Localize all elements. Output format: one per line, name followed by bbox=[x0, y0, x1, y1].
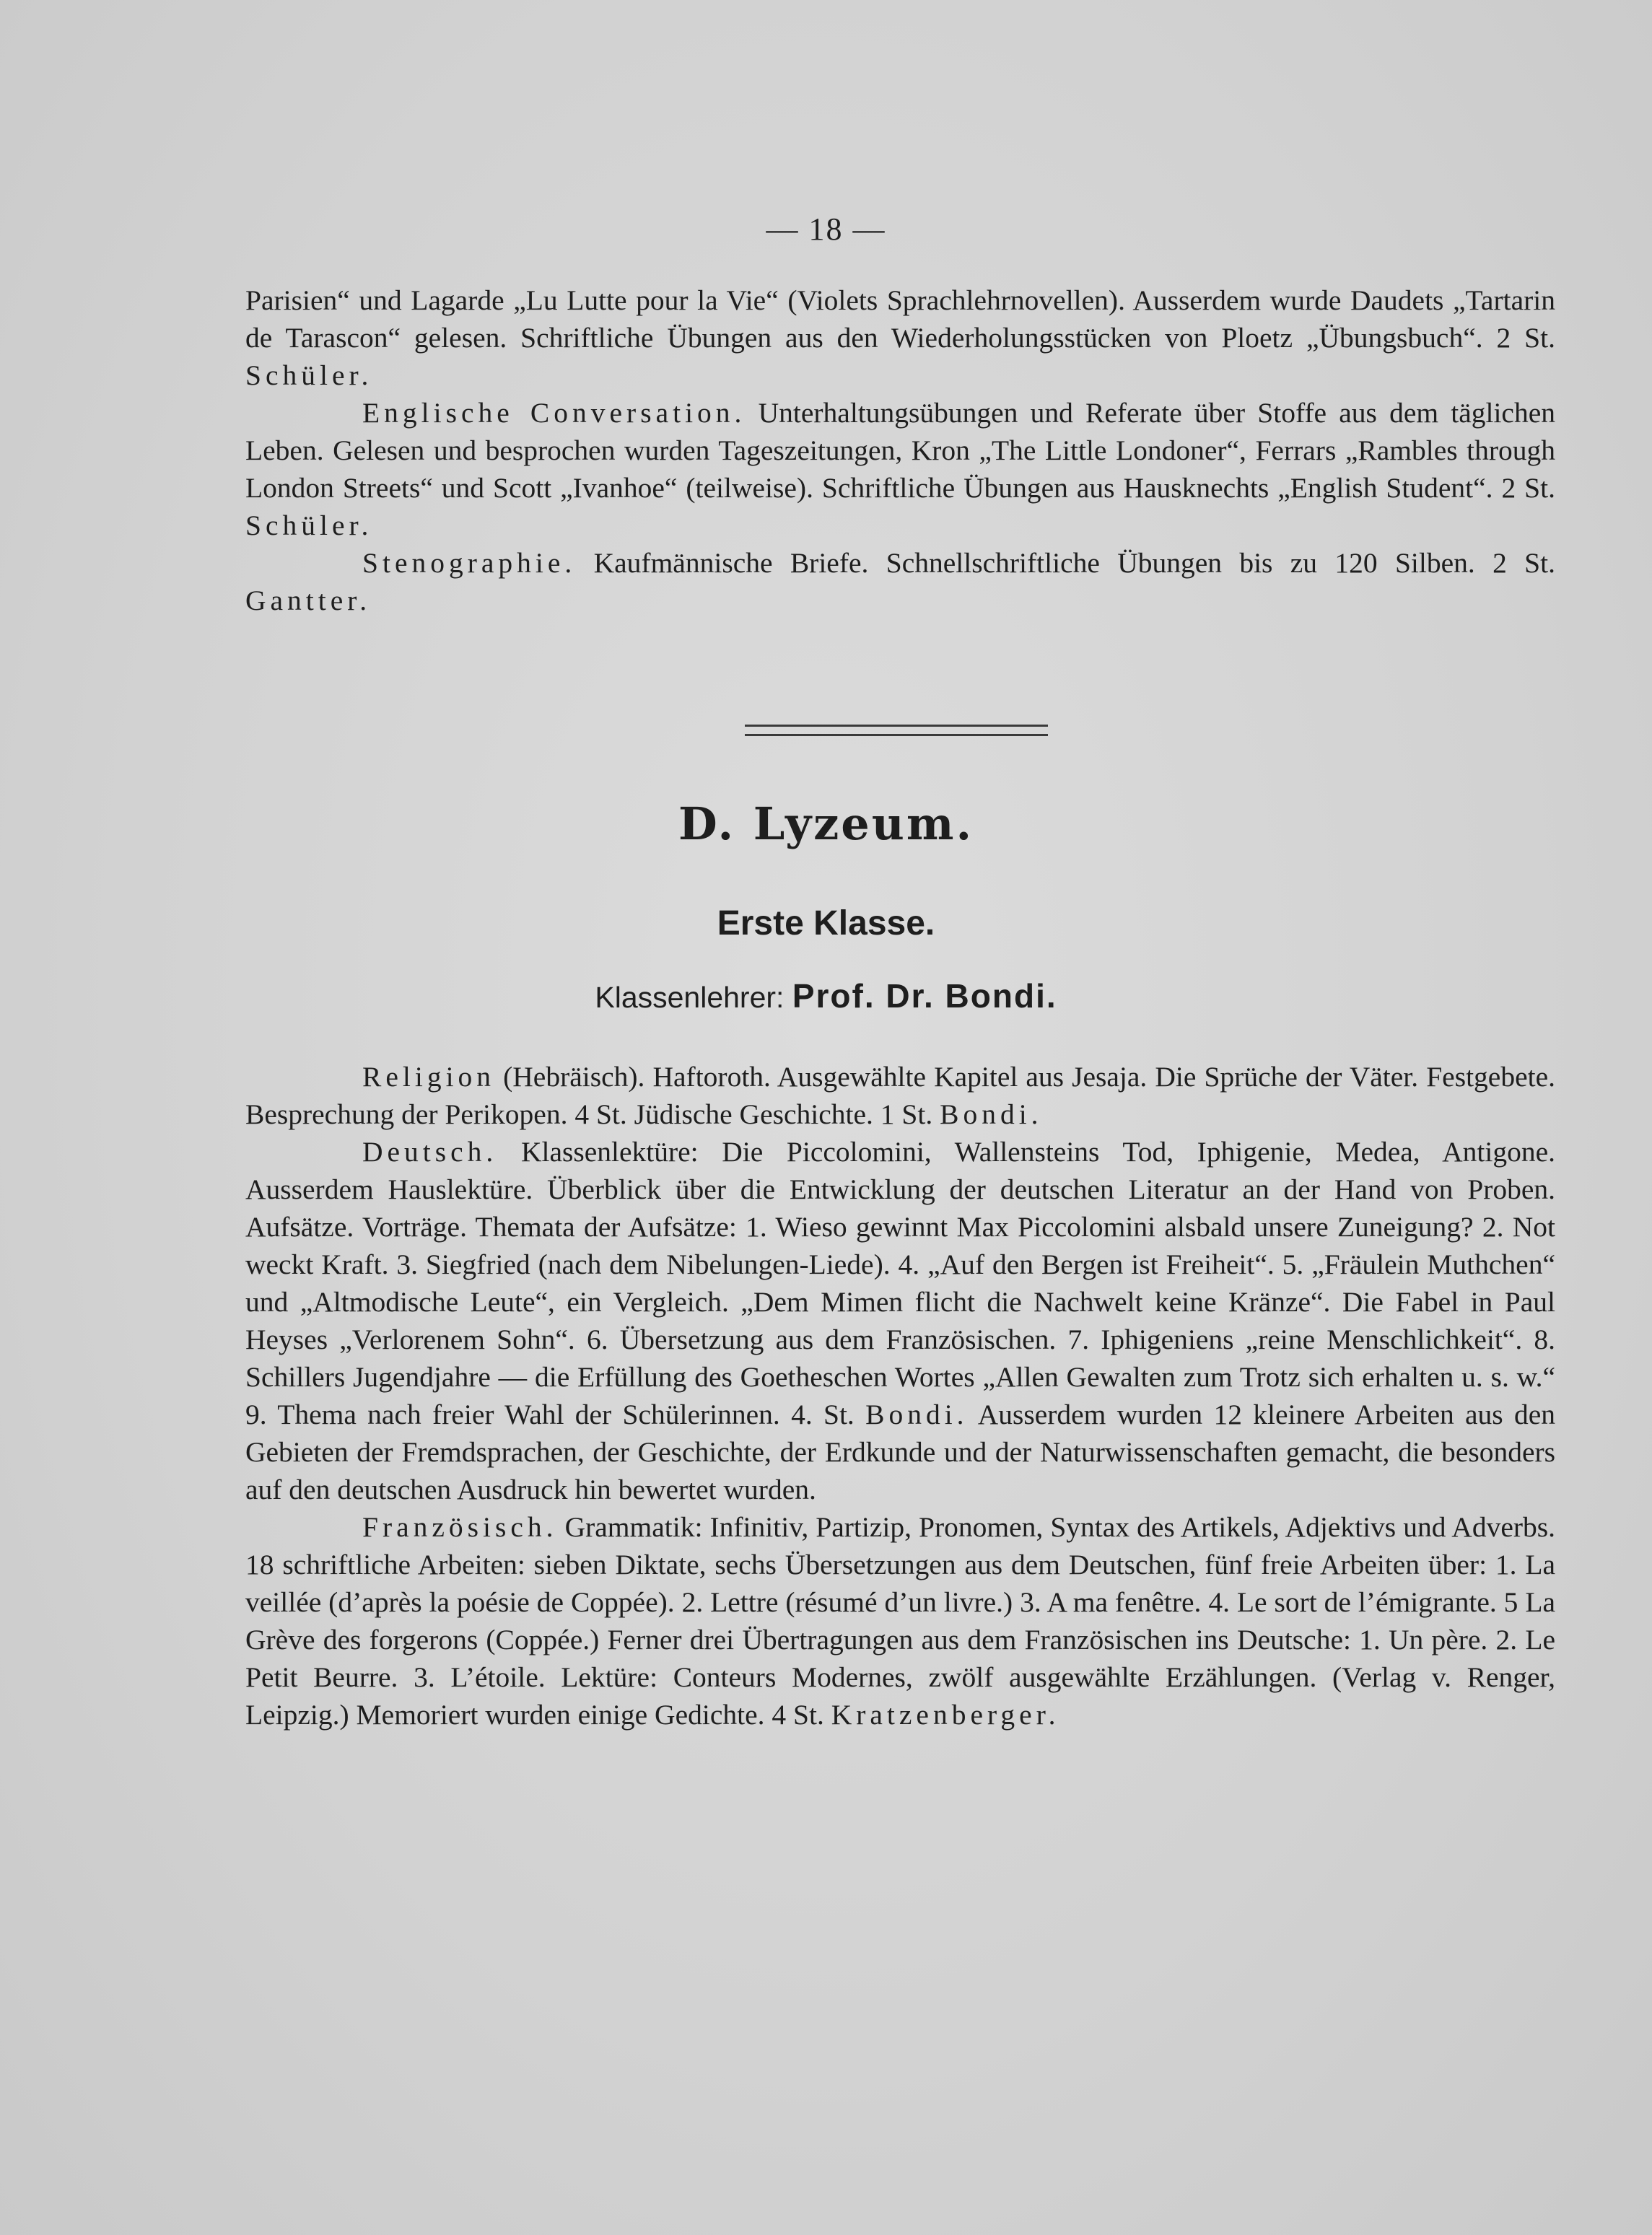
class-teacher-name: Prof. Dr. Bondi. bbox=[792, 977, 1057, 1015]
section-divider bbox=[745, 725, 1048, 736]
franzoesisch-text: Grammatik: Infinitiv, Partizip, Pronomen, Syntax des Artikels, Adjektivs und Adverbs. 18 schriftliche Arbeiten: sieben Diktate, sechs Übersetzungen aus dem Deutschen, fünf freie Arbeiten über: 1. La veillée (d’après la poésie de Coppée). 2. Lettre (résumé d’un livre.) 3. A ma fenêtre. 4. Le sort de l’émigrante. 5 La Grève des forgerons (Coppée.) Ferner drei Übertragungen aus dem Französischen ins Deutsche: 1. Un père. 2. Le Petit Beurre. 3. L’étoile. Lektüre: Conteurs Modernes, zwölf ausgewählte Erzählungen. (Verlag v. Renger, Leipzig.) Memoriert wurden einige Gedichte. 4 St. bbox=[245, 1511, 1555, 1731]
top-text-block bbox=[245, 281, 1555, 619]
religion-text: (Hebräisch). Haftoroth. Ausgewählte Kapitel aus Jesaja. Die Sprüche der Väter. Festgebete. Besprechung der Perikopen. 4 St. Jüdische Geschichte. 1 St. bbox=[245, 1061, 1555, 1130]
subject-heading: Französisch. bbox=[362, 1511, 558, 1543]
subject-heading: Religion bbox=[362, 1061, 496, 1093]
teacher-name: Bondi. bbox=[865, 1399, 969, 1430]
class-teacher-label: Klassenlehrer: bbox=[595, 981, 785, 1014]
subject-heading: Stenographie. bbox=[362, 547, 577, 579]
paragraph-french-continued bbox=[245, 281, 1555, 394]
class-title: Erste Klasse. bbox=[717, 904, 935, 942]
french-continued-text: Parisien“ und Lagarde „Lu Lutte pour la Vie“ (Violets Sprachlehrnovellen). Ausserdem wurde Daudets „Tartarin de Tarascon“ gelesen. Schriftliche Übungen aus den Wiederholungsstücken von Ploetz „Übungsbuch“. 2 St. bbox=[245, 284, 1555, 354]
paragraph-franzoesisch bbox=[245, 1508, 1555, 1733]
class-teacher-line bbox=[0, 976, 1652, 1015]
english-conversation-text: Unterhaltungsübungen und Referate über Stoffe aus dem täglichen Leben. Gelesen und besprochen wurden Tageszeitungen, Kron „The Little Londoner“, Ferrars „Rambles through London Streets“ und Scott „Ivanhoe“ (teilweise). Schriftliche Übungen aus Hausknechts „English Student“. 2 St. bbox=[245, 397, 1555, 504]
paragraph-religion bbox=[245, 1058, 1555, 1133]
paragraph-english-conversation bbox=[245, 394, 1555, 544]
teacher-name: Kratzenberger. bbox=[831, 1699, 1060, 1731]
paragraph-stenographie bbox=[245, 544, 1555, 619]
teacher-name: Bondi. bbox=[940, 1098, 1043, 1130]
teacher-name: Schüler. bbox=[245, 509, 373, 541]
page-number: — 18 — bbox=[766, 211, 886, 247]
deutsch-text: Klassenlektüre: Die Piccolomini, Wallensteins Tod, Iphigenie, Medea, Antigone. Ausserdem Hauslektüre. Überblick über die Entwicklung der deutschen Literatur an der Hand von Proben. Aufsätze. Vorträge. Themata der Aufsätze: 1. Wieso gewinnt Max Piccolomini alsbald unsere Zuneigung? 2. Not weckt Kraft. 3. Siegfried (nach dem Nibelungen-Liede). 4. „Auf den Bergen ist Freiheit“. 5. „Fräulein Muthchen“ und „Altmodische Leute“, ein Vergleich. „Dem Mimen flicht die Nachwelt keine Kränze“. Die Fabel in Paul Heyses „Verlorenem Sohn“. 6. Übersetzung aus dem Französischen. 7. Iphigeniens „reine Menschlichkeit“. 8. Schillers Jugendjahre — die Erfüllung des Goetheschen Wortes „Allen Gewalten zum Trotz sich erhalten u. s. w.“ 9. Thema nach freier Wahl der Schülerinnen. 4. St. bbox=[245, 1136, 1555, 1430]
paragraph-deutsch bbox=[245, 1133, 1555, 1508]
subject-heading: Englische Conversation. bbox=[362, 397, 746, 429]
teacher-name: Gantter. bbox=[245, 585, 372, 616]
teacher-name: Schüler. bbox=[245, 359, 373, 391]
deutsch-additional-text: Ausserdem wurden 12 kleinere Arbeiten aus den Gebieten der Fremdsprachen, der Geschichte, der Erdkunde und der Naturwissenschaften gemacht, die besonders auf den deutschen Ausdruck hin bewertet wurden. bbox=[245, 1399, 1556, 1505]
bottom-text-block bbox=[245, 1058, 1555, 1733]
section-title: D. Lyzeum. bbox=[678, 797, 974, 850]
stenographie-text: Kaufmännische Briefe. Schnellschriftliche Übungen bis zu 120 Silben. 2 St. bbox=[593, 547, 1555, 579]
subject-heading: Deutsch. bbox=[362, 1136, 498, 1168]
